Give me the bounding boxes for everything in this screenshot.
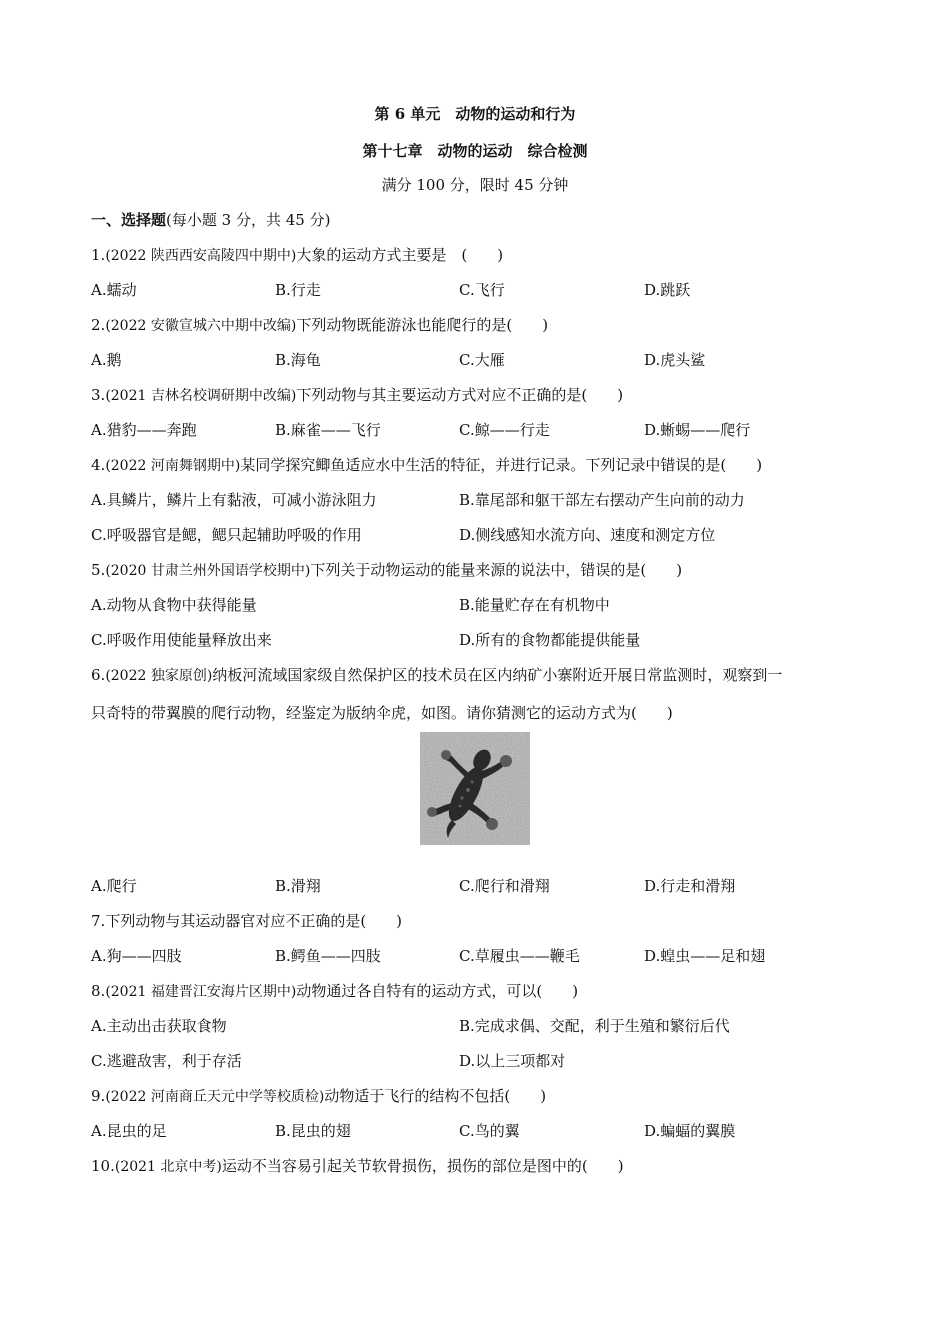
option-b: B.靠尾部和躯干部左右摆动产生向前的动力 [459,491,745,509]
question-source: (2021 北京中考) [114,1159,222,1175]
option-c: C.鲸——行走 [459,421,550,439]
option-b: B.昆虫的翅 [275,1122,351,1140]
question-source: (2022 安徽宣城六中期中改编) [105,318,297,334]
question-source: (2022 河南商丘天元中学等校质检) [105,1089,325,1105]
option-c: C.爬行和滑翔 [459,877,550,895]
option-d: D.跳跃 [644,281,691,299]
question-1: 1.(2022 陕西西安高陵四中期中)大象的运动方式主要是 ( ) [91,246,504,264]
question-source: (2021 吉林名校调研期中改编) [105,388,297,404]
question-8: 8.(2021 福建晋江安海片区期中)动物通过各自特有的运动方式，可以( ) [91,982,579,1000]
question-source: (2022 河南舞钢期中) [105,458,241,474]
option-c: C.大雁 [459,351,505,369]
question-2: 2.(2022 安徽宣城六中期中改编)下列动物既能游泳也能爬行的是( ) [91,316,549,334]
option-b: B.麻雀——飞行 [275,421,381,439]
option-b: B.能量贮存在有机物中 [459,596,610,614]
option-c: C.飞行 [459,281,505,299]
option-a: A.狗——四肢 [91,947,182,965]
option-c: C.鸟的翼 [459,1122,520,1140]
option-a: A.主动出击获取食物 [91,1017,227,1035]
question-6: 6.(2022 独家原创)纳板河流域国家级自然保护区的技术员在区内纳矿小寨附近开展日常监测时，观察到一 [91,666,783,684]
question-5: 5.(2020 甘肃兰州外国语学校期中)下列关于动物运动的能量来源的说法中，错误的是( ) [91,561,683,579]
unit-title: 第 6 单元 动物的运动和行为 [374,105,576,123]
question-10: 10.(2021 北京中考)运动不当容易引起关节软骨损伤，损伤的部位是图中的( ) [91,1157,624,1175]
option-c: C.呼吸器官是鳃，鳃只起辅助呼吸的作用 [91,526,362,544]
option-a: A.具鳞片，鳞片上有黏液，可减小游泳阻力 [91,491,377,509]
question-source: (2022 独家原创) [105,668,213,684]
gecko-photo-icon [420,732,530,845]
exam-info: 满分 100 分，限时 45 分钟 [381,176,569,194]
option-a: A.昆虫的足 [91,1122,167,1140]
option-a: A.爬行 [91,877,137,895]
question-4: 4.(2022 河南舞钢期中)某同学探究鲫鱼适应水中生活的特征，并进行记录。下列记录中错误的是( ) [91,456,763,474]
option-b: B.海龟 [275,351,321,369]
option-a: A.动物从食物中获得能量 [91,596,257,614]
question-source: (2020 甘肃兰州外国语学校期中) [105,563,311,579]
option-b: B.鳄鱼——四肢 [275,947,381,965]
option-d: D.所有的食物都能提供能量 [459,631,641,649]
question-source: (2022 陕西西安高陵四中期中) [105,248,297,264]
option-a: A.猎豹——奔跑 [91,421,197,439]
option-c: C.呼吸作用使能量释放出来 [91,631,272,649]
section-note: (每小题 3 分，共 45 分) [166,211,331,229]
option-a: A.蠕动 [91,281,137,299]
option-d: D.侧线感知水流方向、速度和测定方位 [459,526,716,544]
option-b: B.完成求偶、交配，利于生殖和繁衍后代 [459,1017,730,1035]
question-source: (2021 福建晋江安海片区期中) [105,984,297,1000]
question-6-continued: 只奇特的带翼膜的爬行动物，经鉴定为版纳伞虎，如图。请你猜测它的运动方式为( ) [91,704,673,722]
option-d: D.虎头鲨 [644,351,706,369]
option-d: D.行走和滑翔 [644,877,736,895]
question-9: 9.(2022 河南商丘天元中学等校质检)动物适于飞行的结构不包括( ) [91,1087,547,1105]
option-a: A.鹅 [91,351,122,369]
option-b: B.行走 [275,281,321,299]
option-d: D.蜥蜴——爬行 [644,421,751,439]
option-c: C.逃避敌害，利于存活 [91,1052,242,1070]
option-d: D.蝗虫——足和翅 [644,947,766,965]
question-3: 3.(2021 吉林名校调研期中改编)下列动物与其主要运动方式对应不正确的是( ) [91,386,624,404]
section-heading [91,209,330,230]
option-b: B.滑翔 [275,877,321,895]
option-c: C.草履虫——鞭毛 [459,947,580,965]
section-title: 一、选择题 [91,211,167,229]
chapter-title: 第十七章 动物的运动 综合检测 [362,142,588,160]
option-d: D.蝙蝠的翼膜 [644,1122,736,1140]
option-d: D.以上三项都对 [459,1052,566,1070]
question-7: 7.下列动物与其运动器官对应不正确的是( ) [91,912,403,930]
